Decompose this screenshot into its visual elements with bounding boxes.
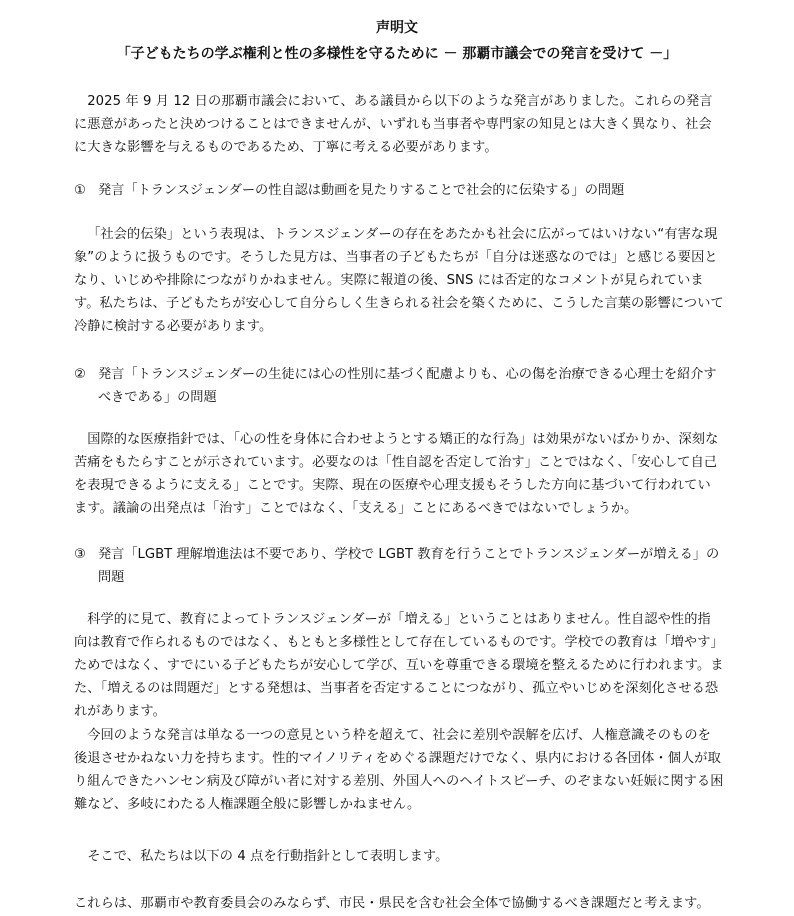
intro-paragraph: 2025 年 9 月 12 日の那覇市議会において、ある議員から以下のような発言がありました。これらの発言に悪意があったと決めつけることはできませんが、いずれも当事者や専門家の知見とは大きく異なり、社会に大きな影響を与えるものであるため、丁寧に考える必要があります。 <box>74 94 713 155</box>
item-1-number: ① <box>74 183 86 198</box>
item-3-body: 科学的に見て、教育によってトランスジェンダーが「増える」ということはありません。性自認や性的指向は教育で作られるものではなく、もともと多様性として存在しているものです。学校での教育は「増やす」ためではなく、すでにいる子どもたちが安心して学び、互いを尊重できる環境を整えるために行われます。また、「増えるのは問題だ」とする発想は、当事者を否定することにつながり、孤立やいじめを深刻化させる恐れがあります。 <box>74 612 724 719</box>
item-2-heading-text: 発言「トランスジェンダーの生徒には心の性別に基づく配慮よりも、心の傷を治療できる心理士を紹介すべきである」の問題 <box>98 367 717 405</box>
item-2-body: 国際的な医療指針では、「心の性を身体に合わせようとする矯正的な行為」は効果がないばかりか、深刻な苦痛をもたらすことが示されています。必要なのは「性自認を否定して治す」ことではなく、「安心して自己を表現できるように支える」ことです。実際、現在の医療や心理支援もそうした方向に基づいて行われています。議論の出発点は「治す」ことではなく、「支える」ことにあるべきではないでしょうか。 <box>74 432 719 516</box>
item-1-heading-text: 発言「トランスジェンダーの性自認は動画を見たりすることで社会的に伝染する」の問題 <box>98 183 625 198</box>
item-3-heading <box>74 543 724 589</box>
item-2-number: ② <box>74 367 86 382</box>
item-2-heading <box>74 363 724 409</box>
item-3-number: ③ <box>74 547 86 562</box>
item-1-heading <box>74 179 724 202</box>
item-1-body: 「社会的伝染」という表現は、トランスジェンダーの存在をあたかも社会に広がってはいけない“有害な現象”のように扱うものです。そうした見方は、当事者の子どもたちが「自分は迷惑なのでは」と感じる要因となり、いじめや排除につながりかねません。実際に報道の後、SNS には否定的なコメントが見られています。私たちは、子どもたちが安心して自分らしく生きられる社会を築くために、こうした言葉の影響について冷静に検討する必要があります。 <box>74 227 724 334</box>
closing-paragraph-1: 今回のような発言は単なる一つの意見という枠を超えて、社会に差別や誤解を広げ、人権意識そのものを後退させかねない力を持ちます。性的マイノリティをめぐる課題だけでなく、県内における各団体・個人が取り組んできたハンセン病及び障がい者に対する差別、外国人へのヘイトスピーチ、のぞまない妊娠に関する困難など、多岐にわたる人権課題全般に影響しかねません。 <box>74 728 724 812</box>
document-title: 声明文 <box>376 20 418 36</box>
item-3-heading-text: 発言「LGBT 理解増進法は不要であり、学校で LGBT 教育を行うことでトランスジェンダーが増える」の問題 <box>98 547 720 585</box>
closing-paragraph-2: そこで、私たちは以下の 4 点を行動指針として表明します。 <box>87 849 449 864</box>
closing-paragraph-3: これらは、那覇市や教育委員会のみならず、市民・県民を含む社会全体で協働するべき課題だと考えます。 <box>74 896 710 911</box>
document-subtitle: 「子どもたちの学ぶ権利と性の多様性を守るために － 那覇市議会での発言を受けて －」 <box>116 46 678 62</box>
